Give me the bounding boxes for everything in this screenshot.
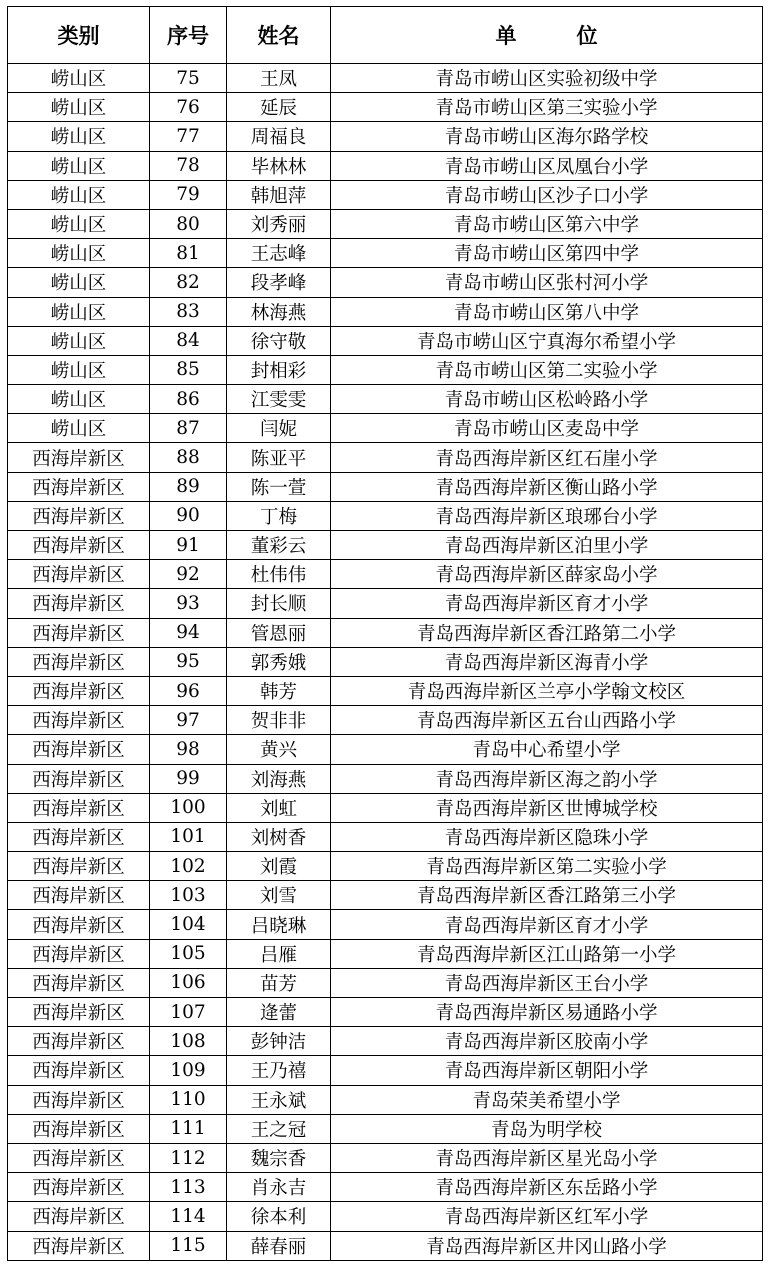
table-row — [8, 822, 763, 851]
cell-unit: 青岛西海岸新区兰亭小学翰文校区 — [331, 676, 763, 705]
cell-unit: 青岛市崂山区第六中学 — [331, 209, 763, 238]
cell-unit: 青岛西海岸新区琅琊台小学 — [331, 501, 763, 530]
cell-name: 逄蕾 — [227, 998, 331, 1027]
cell-name: 贺非非 — [227, 706, 331, 735]
cell-number: 95 — [150, 647, 227, 676]
header-unit-first: 单 — [495, 24, 517, 48]
table-row — [8, 1202, 763, 1231]
cell-unit: 青岛市崂山区第四中学 — [331, 239, 763, 268]
cell-category: 西海岸新区 — [8, 1231, 150, 1260]
cell-name: 薛春丽 — [227, 1231, 331, 1260]
table-row — [8, 180, 763, 209]
cell-number: 112 — [150, 1143, 227, 1172]
table-row — [8, 793, 763, 822]
cell-name: 吕雁 — [227, 939, 331, 968]
header-unit — [331, 7, 763, 64]
cell-number: 88 — [150, 443, 227, 472]
table-row — [8, 239, 763, 268]
cell-number: 79 — [150, 180, 227, 209]
cell-unit: 青岛市崂山区张村河小学 — [331, 268, 763, 297]
cell-number: 106 — [150, 968, 227, 997]
cell-name: 王凤 — [227, 64, 331, 93]
cell-category: 西海岸新区 — [8, 764, 150, 793]
cell-unit: 青岛西海岸新区王台小学 — [331, 968, 763, 997]
cell-name: 刘树香 — [227, 822, 331, 851]
table-row — [8, 64, 763, 93]
cell-name: 彭钟洁 — [227, 1027, 331, 1056]
cell-unit: 青岛西海岸新区星光岛小学 — [331, 1143, 763, 1172]
cell-unit: 青岛西海岸新区海之韵小学 — [331, 764, 763, 793]
cell-number: 90 — [150, 501, 227, 530]
cell-number: 100 — [150, 793, 227, 822]
cell-category: 崂山区 — [8, 64, 150, 93]
table-row — [8, 618, 763, 647]
table-row — [8, 589, 763, 618]
cell-category: 西海岸新区 — [8, 881, 150, 910]
cell-unit: 青岛市崂山区麦岛中学 — [331, 414, 763, 443]
cell-category: 西海岸新区 — [8, 852, 150, 881]
cell-number: 89 — [150, 472, 227, 501]
table-row — [8, 472, 763, 501]
cell-name: 毕林林 — [227, 151, 331, 180]
cell-name: 周福良 — [227, 122, 331, 151]
cell-name: 黄兴 — [227, 735, 331, 764]
cell-unit: 青岛西海岸新区红军小学 — [331, 1202, 763, 1231]
table-row — [8, 910, 763, 939]
cell-unit: 青岛西海岸新区育才小学 — [331, 910, 763, 939]
cell-category: 西海岸新区 — [8, 472, 150, 501]
cell-unit: 青岛市崂山区凤凰台小学 — [331, 151, 763, 180]
cell-category: 西海岸新区 — [8, 1202, 150, 1231]
table-row — [8, 1173, 763, 1202]
cell-number: 81 — [150, 239, 227, 268]
cell-category: 西海岸新区 — [8, 1173, 150, 1202]
table-row — [8, 151, 763, 180]
cell-unit: 青岛西海岸新区衡山路小学 — [331, 472, 763, 501]
cell-category: 崂山区 — [8, 239, 150, 268]
table-row — [8, 385, 763, 414]
cell-unit: 青岛西海岸新区隐珠小学 — [331, 822, 763, 851]
cell-unit: 青岛西海岸新区江山路第一小学 — [331, 939, 763, 968]
cell-number: 111 — [150, 1114, 227, 1143]
roster-table — [7, 6, 763, 1261]
cell-category: 崂山区 — [8, 180, 150, 209]
cell-unit: 青岛市崂山区松岭路小学 — [331, 385, 763, 414]
cell-number: 80 — [150, 209, 227, 238]
cell-name: 王志峰 — [227, 239, 331, 268]
cell-name: 江雯雯 — [227, 385, 331, 414]
table-row — [8, 764, 763, 793]
cell-name: 杜伟伟 — [227, 560, 331, 589]
cell-name: 肖永吉 — [227, 1173, 331, 1202]
cell-number: 115 — [150, 1231, 227, 1260]
cell-number: 75 — [150, 64, 227, 93]
table-row — [8, 355, 763, 384]
cell-category: 西海岸新区 — [8, 822, 150, 851]
cell-category: 西海岸新区 — [8, 1085, 150, 1114]
cell-number: 94 — [150, 618, 227, 647]
cell-category: 西海岸新区 — [8, 1114, 150, 1143]
cell-unit: 青岛市崂山区第三实验小学 — [331, 93, 763, 122]
cell-category: 西海岸新区 — [8, 910, 150, 939]
cell-name: 韩芳 — [227, 676, 331, 705]
cell-category: 崂山区 — [8, 268, 150, 297]
cell-name: 陈一萱 — [227, 472, 331, 501]
cell-category: 西海岸新区 — [8, 443, 150, 472]
cell-unit: 青岛西海岸新区红石崖小学 — [331, 443, 763, 472]
cell-name: 闫妮 — [227, 414, 331, 443]
cell-name: 吕晓琳 — [227, 910, 331, 939]
roster-document — [7, 6, 762, 1261]
cell-number: 76 — [150, 93, 227, 122]
cell-number: 97 — [150, 706, 227, 735]
table-row — [8, 968, 763, 997]
cell-unit: 青岛西海岸新区育才小学 — [331, 589, 763, 618]
cell-name: 郭秀娥 — [227, 647, 331, 676]
cell-unit: 青岛为明学校 — [331, 1114, 763, 1143]
cell-category: 崂山区 — [8, 122, 150, 151]
table-row — [8, 1027, 763, 1056]
cell-name: 刘海燕 — [227, 764, 331, 793]
cell-number: 113 — [150, 1173, 227, 1202]
cell-unit: 青岛西海岸新区泊里小学 — [331, 531, 763, 560]
cell-unit: 青岛西海岸新区胶南小学 — [331, 1027, 763, 1056]
cell-unit: 青岛市崂山区宁真海尔希望小学 — [331, 326, 763, 355]
cell-category: 西海岸新区 — [8, 589, 150, 618]
table-row — [8, 998, 763, 1027]
cell-name: 管恩丽 — [227, 618, 331, 647]
cell-category: 西海岸新区 — [8, 1056, 150, 1085]
cell-name: 刘雪 — [227, 881, 331, 910]
table-row — [8, 647, 763, 676]
table-row — [8, 326, 763, 355]
table-body — [8, 64, 763, 1261]
cell-unit: 青岛市崂山区第二实验小学 — [331, 355, 763, 384]
cell-number: 91 — [150, 531, 227, 560]
cell-name: 王乃禧 — [227, 1056, 331, 1085]
table-row — [8, 881, 763, 910]
cell-category: 崂山区 — [8, 297, 150, 326]
cell-category: 西海岸新区 — [8, 968, 150, 997]
header-unit-second: 位 — [576, 24, 598, 48]
cell-name: 王永斌 — [227, 1085, 331, 1114]
cell-number: 108 — [150, 1027, 227, 1056]
table-row — [8, 939, 763, 968]
cell-category: 西海岸新区 — [8, 676, 150, 705]
cell-name: 徐本利 — [227, 1202, 331, 1231]
cell-unit: 青岛西海岸新区香江路第二小学 — [331, 618, 763, 647]
table-row — [8, 531, 763, 560]
cell-number: 109 — [150, 1056, 227, 1085]
cell-number: 104 — [150, 910, 227, 939]
cell-name: 刘霞 — [227, 852, 331, 881]
table-row — [8, 706, 763, 735]
cell-name: 刘虹 — [227, 793, 331, 822]
cell-category: 崂山区 — [8, 93, 150, 122]
cell-unit: 青岛西海岸新区香江路第三小学 — [331, 881, 763, 910]
table-row — [8, 1085, 763, 1114]
cell-category: 西海岸新区 — [8, 793, 150, 822]
cell-name: 徐守敬 — [227, 326, 331, 355]
cell-category: 崂山区 — [8, 151, 150, 180]
cell-number: 86 — [150, 385, 227, 414]
cell-number: 93 — [150, 589, 227, 618]
cell-unit: 青岛市崂山区海尔路学校 — [331, 122, 763, 151]
cell-name: 林海燕 — [227, 297, 331, 326]
cell-number: 101 — [150, 822, 227, 851]
cell-name: 封长顺 — [227, 589, 331, 618]
cell-number: 83 — [150, 297, 227, 326]
cell-category: 西海岸新区 — [8, 560, 150, 589]
cell-number: 99 — [150, 764, 227, 793]
cell-number: 78 — [150, 151, 227, 180]
cell-category: 西海岸新区 — [8, 647, 150, 676]
cell-category: 西海岸新区 — [8, 706, 150, 735]
table-row — [8, 268, 763, 297]
cell-name: 丁梅 — [227, 501, 331, 530]
table-row — [8, 501, 763, 530]
table-row — [8, 1114, 763, 1143]
cell-category: 西海岸新区 — [8, 618, 150, 647]
header-name: 姓名 — [227, 7, 331, 64]
cell-unit: 青岛市崂山区第八中学 — [331, 297, 763, 326]
cell-unit: 青岛西海岸新区五台山西路小学 — [331, 706, 763, 735]
table-row — [8, 122, 763, 151]
cell-number: 103 — [150, 881, 227, 910]
cell-unit: 青岛西海岸新区易通路小学 — [331, 998, 763, 1027]
cell-name: 封相彩 — [227, 355, 331, 384]
cell-category: 崂山区 — [8, 209, 150, 238]
table-row — [8, 560, 763, 589]
table-row — [8, 852, 763, 881]
table-row — [8, 93, 763, 122]
cell-category: 崂山区 — [8, 414, 150, 443]
cell-unit: 青岛市崂山区沙子口小学 — [331, 180, 763, 209]
cell-name: 韩旭萍 — [227, 180, 331, 209]
cell-name: 王之冠 — [227, 1114, 331, 1143]
cell-category: 崂山区 — [8, 385, 150, 414]
table-row — [8, 1143, 763, 1172]
table-row — [8, 1056, 763, 1085]
cell-unit: 青岛西海岸新区海青小学 — [331, 647, 763, 676]
cell-number: 82 — [150, 268, 227, 297]
cell-unit: 青岛荣美希望小学 — [331, 1085, 763, 1114]
cell-category: 西海岸新区 — [8, 735, 150, 764]
table-row — [8, 297, 763, 326]
cell-name: 董彩云 — [227, 531, 331, 560]
cell-category: 西海岸新区 — [8, 501, 150, 530]
table-row — [8, 209, 763, 238]
cell-category: 崂山区 — [8, 326, 150, 355]
cell-number: 105 — [150, 939, 227, 968]
header-category: 类别 — [8, 7, 150, 64]
table-row — [8, 1231, 763, 1260]
cell-unit: 青岛西海岸新区朝阳小学 — [331, 1056, 763, 1085]
cell-number: 87 — [150, 414, 227, 443]
cell-category: 西海岸新区 — [8, 1143, 150, 1172]
cell-name: 苗芳 — [227, 968, 331, 997]
cell-name: 延辰 — [227, 93, 331, 122]
cell-number: 114 — [150, 1202, 227, 1231]
cell-number: 110 — [150, 1085, 227, 1114]
cell-number: 84 — [150, 326, 227, 355]
cell-number: 96 — [150, 676, 227, 705]
cell-number: 107 — [150, 998, 227, 1027]
table-row — [8, 443, 763, 472]
cell-number: 77 — [150, 122, 227, 151]
cell-category: 西海岸新区 — [8, 531, 150, 560]
cell-number: 98 — [150, 735, 227, 764]
cell-number: 92 — [150, 560, 227, 589]
cell-name: 魏宗香 — [227, 1143, 331, 1172]
cell-name: 刘秀丽 — [227, 209, 331, 238]
cell-unit: 青岛西海岸新区井冈山路小学 — [331, 1231, 763, 1260]
cell-category: 崂山区 — [8, 355, 150, 384]
cell-unit: 青岛中心希望小学 — [331, 735, 763, 764]
cell-unit: 青岛西海岸新区薛家岛小学 — [331, 560, 763, 589]
cell-unit: 青岛西海岸新区东岳路小学 — [331, 1173, 763, 1202]
cell-number: 85 — [150, 355, 227, 384]
table-header-row — [8, 7, 763, 64]
cell-number: 102 — [150, 852, 227, 881]
header-number: 序号 — [150, 7, 227, 64]
cell-category: 西海岸新区 — [8, 939, 150, 968]
cell-unit: 青岛市崂山区实验初级中学 — [331, 64, 763, 93]
cell-category: 西海岸新区 — [8, 1027, 150, 1056]
cell-name: 段孝峰 — [227, 268, 331, 297]
table-row — [8, 676, 763, 705]
table-row — [8, 735, 763, 764]
cell-unit: 青岛西海岸新区第二实验小学 — [331, 852, 763, 881]
cell-unit: 青岛西海岸新区世博城学校 — [331, 793, 763, 822]
table-row — [8, 414, 763, 443]
cell-category: 西海岸新区 — [8, 998, 150, 1027]
cell-name: 陈亚平 — [227, 443, 331, 472]
